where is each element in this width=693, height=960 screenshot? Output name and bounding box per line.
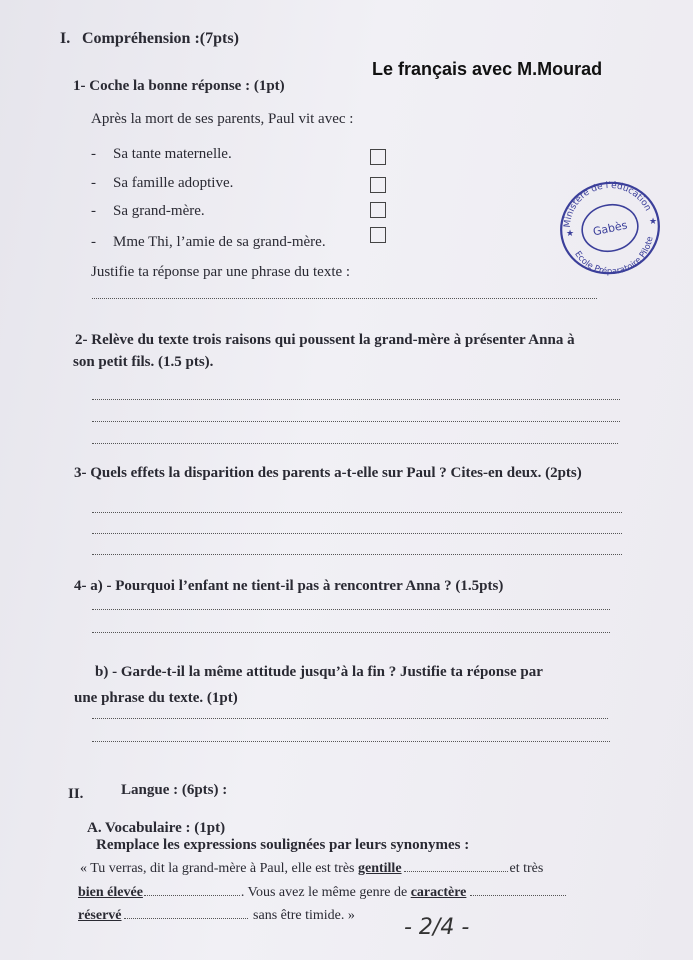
answer-blank[interactable] [124,918,248,919]
option-dash: - [91,175,96,191]
answer-line[interactable] [92,554,622,555]
answer-line[interactable] [92,609,610,610]
section2-title: Langue : (6pts) : [121,782,228,798]
q1-title: 1- Coche la bonne réponse : (1pt) [73,78,285,94]
text-fragment: . Vous avez le même genre de [240,885,411,900]
checkbox-option-4[interactable] [370,227,386,243]
answer-blank[interactable] [470,895,566,896]
checkbox-option-3[interactable] [370,202,386,218]
answer-line[interactable] [92,421,620,422]
section2-number: II. [68,786,84,802]
q2-line2: son petit fils. (1.5 pts). [73,354,214,370]
answer-line[interactable] [92,533,622,534]
stamp-bottom-text: Ecole Préparatoire Pilote [572,235,656,277]
vocab-instruction: Remplace les expressions soulignées par leurs synonymes : [96,837,470,853]
star-icon: ★ [649,216,658,226]
option-1: Sa tante maternelle. [113,146,232,162]
answer-line[interactable] [92,741,610,742]
answer-line[interactable] [92,443,618,444]
option-4: Mme Thi, l’amie de sa grand-mère. [113,234,326,250]
q3-title: 3- Quels effets la disparition des parents a-t-elle sur Paul ? Cites-en deux. (2pts) [74,465,582,481]
answer-line[interactable] [92,399,620,400]
vocab-line2 [78,885,570,901]
answer-blank[interactable] [404,871,508,872]
q4a-title: 4- a) - Pourquoi l’enfant ne tient-il pas à rencontrer Anna ? (1.5pts) [74,578,504,594]
watermark: Le français avec M.Mourad [372,59,603,79]
q1-prompt: Après la mort de ses parents, Paul vit avec : [91,111,354,127]
text-fragment: « Tu verras, dit la grand-mère à Paul, elle est très [80,861,358,876]
option-dash: - [91,234,96,250]
q4b-line2: une phrase du texte. (1pt) [74,690,238,706]
page-number: - 2/4 - [404,915,470,940]
vocab-title: A. Vocabulaire : (1pt) [87,820,226,836]
q1-justify: Justifie ta réponse par une phrase du texte : [91,264,351,280]
underlined-word: réservé [78,908,122,923]
q4b-line1: b) - Garde-t-il la même attitude jusqu’à la fin ? Justifie ta réponse par [95,664,543,680]
answer-line[interactable] [92,718,608,719]
vocab-line3 [78,908,355,924]
underlined-word: bien élevée [78,885,143,900]
stamp-top-text: Ministère de l'éducation [562,180,653,229]
checkbox-option-2[interactable] [370,177,386,193]
section1-title: Compréhension :(7pts) [82,30,239,47]
option-2: Sa famille adoptive. [113,175,234,191]
section1-number: I. [60,30,71,47]
text-fragment: sans être timide. » [249,908,355,923]
vocab-line1 [80,861,543,877]
option-3: Sa grand-mère. [113,203,205,219]
text-fragment: et très [509,861,544,876]
school-stamp [556,178,664,278]
star-icon: ★ [566,228,575,238]
option-dash: - [91,146,96,162]
checkbox-option-1[interactable] [370,149,386,165]
q2-line1: 2- Relève du texte trois raisons qui poussent la grand-mère à présenter Anna à [75,332,575,348]
answer-line[interactable] [92,298,597,299]
option-dash: - [91,203,96,219]
underlined-word: gentille [357,861,402,876]
answer-line[interactable] [92,512,622,513]
stamp-center-text: Gabès [591,218,629,239]
answer-line[interactable] [92,632,610,633]
underlined-word: caractère [410,885,467,900]
answer-blank[interactable] [144,895,240,896]
